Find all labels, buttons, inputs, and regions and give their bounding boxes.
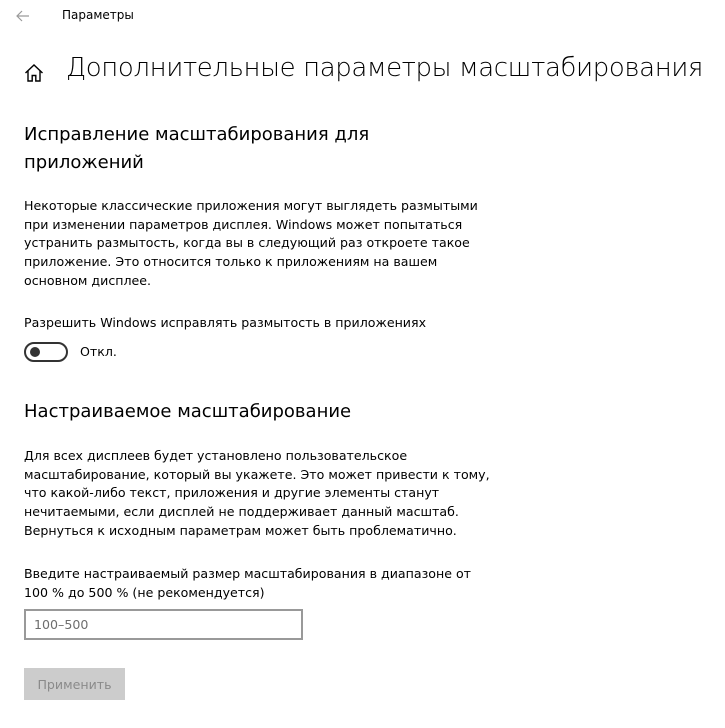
label-line: 100 % до 500 % (не рекомендуется) <box>24 584 265 600</box>
fix-scaling-title-line: Исправление масштабирования для <box>24 124 370 145</box>
description-line: нечитаемыми, если дисплей не поддерживает данный масштаб. <box>24 504 459 520</box>
title-bar <box>0 0 725 34</box>
custom-scale-input[interactable] <box>24 609 303 640</box>
back-arrow-icon <box>16 10 30 22</box>
description-line: Некоторые классические приложения могут выглядеть размытыми <box>24 198 478 213</box>
scale-input-label <box>24 565 471 602</box>
blur-fix-toggle-label: Разрешить Windows исправлять размытость в приложениях <box>24 315 427 330</box>
toggle-knob <box>30 347 40 357</box>
description-line: Вернуться к исходным параметрам может быть проблематично. <box>24 522 457 538</box>
description-line: при изменении параметров дисплея. Windows может попытаться <box>24 216 463 232</box>
description-line: приложение. Это относится только к приложениям на вашем <box>24 254 438 270</box>
home-icon[interactable] <box>22 61 46 85</box>
blur-fix-toggle[interactable] <box>24 342 68 362</box>
description-line: что какой-либо текст, приложения и другие элементы станут <box>24 485 440 501</box>
description-line: Для всех дисплеев будет установлено пользовательское <box>24 448 408 463</box>
apply-button[interactable]: Применить <box>24 668 125 700</box>
description-line: масштабирование, который вы укажете. Это может привести к тому, <box>24 466 490 482</box>
custom-scaling-description <box>24 447 490 541</box>
fix-scaling-description <box>24 197 478 291</box>
custom-scaling-title: Настраиваемое масштабирование <box>24 401 352 422</box>
window-title: Параметры <box>62 8 134 22</box>
back-button[interactable] <box>11 5 35 27</box>
fix-scaling-title <box>24 121 369 177</box>
toggle-state-label: Откл. <box>80 344 117 359</box>
description-line: основном дисплее. <box>24 272 152 288</box>
label-line: Введите настраиваемый размер масштабирования в диапазоне от <box>24 566 471 581</box>
fix-scaling-title-line: приложений <box>24 152 144 173</box>
description-line: устранить размытость, когда вы в следующий раз откроете такое <box>24 235 470 251</box>
page-title: Дополнительные параметры масштабирования <box>66 53 704 83</box>
